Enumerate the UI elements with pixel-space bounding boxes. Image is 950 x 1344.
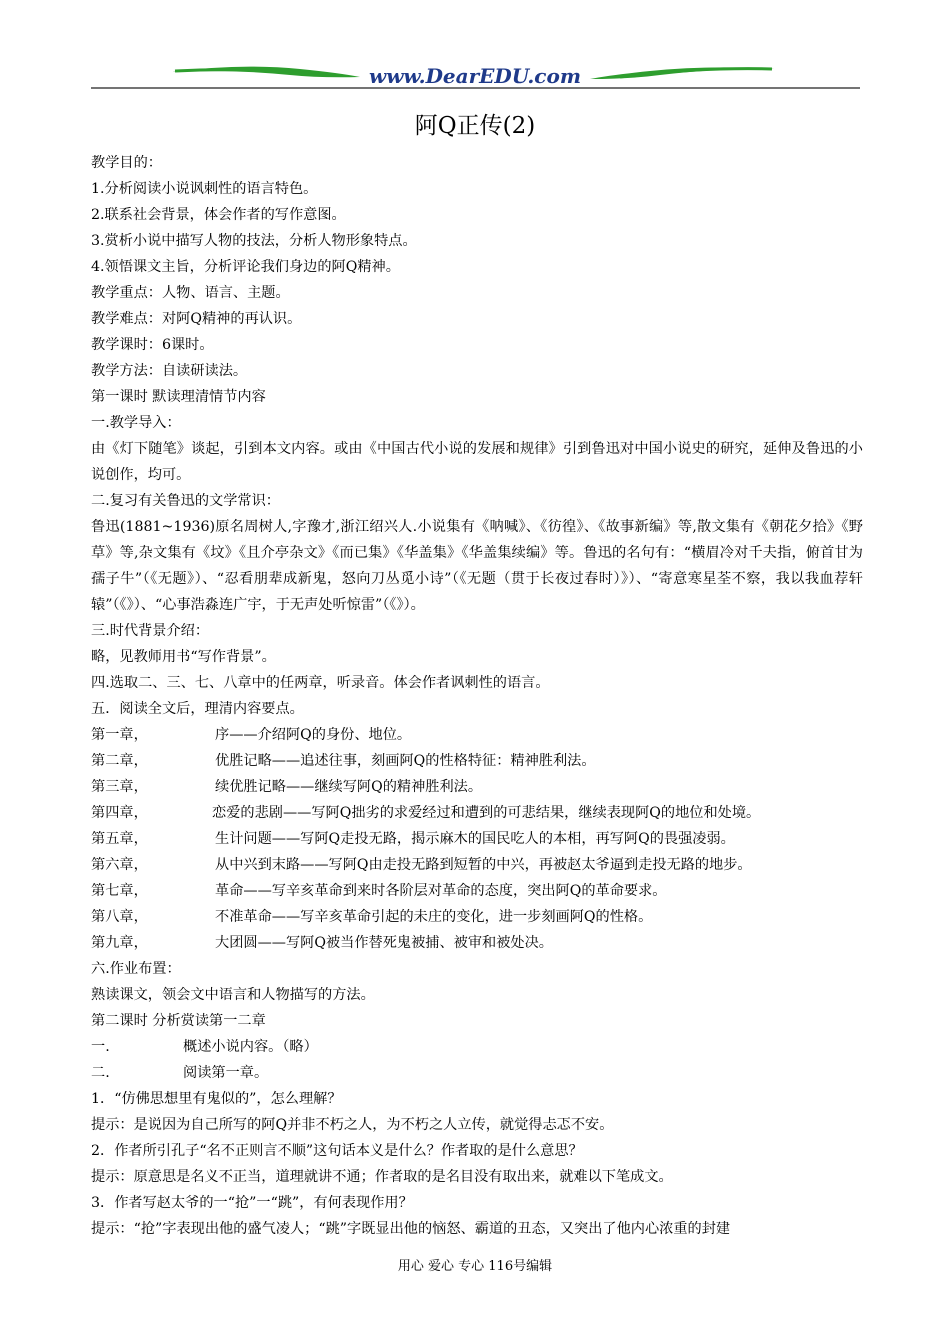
section-row	[91, 1060, 863, 1086]
text-line: 二.复习有关鲁迅的文学常识：	[91, 493, 280, 509]
text-line: 教学方法：自读研读法。	[91, 363, 248, 379]
page-footer: 用心 爱心 专心 116号编辑	[397, 1259, 553, 1274]
chapter-row	[91, 748, 863, 774]
chapter-label: 第七章，	[91, 883, 148, 899]
text-line: 2.联系社会背景，体会作者的写作意图。	[91, 207, 346, 223]
chapter-label: 第一章，	[91, 727, 148, 743]
chapter-summary: 不准革命——写辛亥革命引起的未庄的变化，进一步刻画阿Q的性格。	[215, 909, 653, 925]
text-line: 一.教学导入：	[91, 415, 181, 431]
section-heading: 第一课时 默读理清情节内容	[91, 389, 266, 405]
chapter-label: 第四章，	[91, 805, 148, 821]
text-line: 四.选取二、三、七、八章中的任两章，听录音。体会作者讽刺性的语言。	[91, 675, 550, 691]
text-line: 熟读课文，领会文中语言和人物描写的方法。	[91, 987, 375, 1003]
chapter-label: 第三章，	[91, 779, 148, 795]
chapter-summary: 恋爱的悲剧——写阿Q拙劣的求爱经过和遭到的可悲结果，继续表现阿Q的地位和处境。	[212, 805, 761, 821]
chapter-row	[91, 826, 863, 852]
chapter-summary: 大团圆——写阿Q被当作替死鬼被捕、被审和被处决。	[215, 935, 553, 951]
chapter-summary: 优胜记略——追述往事，刻画阿Q的性格特征：精神胜利法。	[215, 753, 596, 769]
chapter-summary: 从中兴到末路——写阿Q由走投无路到短暂的中兴，再被赵太爷逼到走投无路的地步。	[215, 857, 752, 873]
chapter-row	[91, 930, 863, 956]
question-line: 1．“仿佛思想里有鬼似的”，怎么理解？	[91, 1091, 342, 1107]
luxun-paragraph: 鲁迅(1881~1936)原名周树人,字豫才,浙江绍兴人.小说集有《呐喊》、《彷徨》、《故事新编》等,散文集有《朝花夕拾》《野草》等,杂文集有《坟》《且介亭杂文》《而已集》《华盖集》《华盖集续编》等。鲁迅的名句有：“横眉冷对千夫指，俯首甘为孺子牛”（《无题》）、“忍看朋辈成新鬼，怒向刀丛觅小诗”（《无题（贯于长夜过春时）》）、“寄意寒星荃不察，我以我血荐轩辕”（《》）、“心事浩淼连广宇，于无声处听惊雷”（《》）。	[91, 519, 863, 613]
section-label: 一.	[91, 1039, 110, 1055]
text-line: 4.领悟课文主旨，分析评论我们身边的阿Q精神。	[91, 259, 400, 275]
section-row	[91, 1034, 863, 1060]
text-line: 教学课时：6课时。	[91, 337, 214, 353]
chapter-row	[91, 904, 863, 930]
intro-paragraph: 由《灯下随笔》谈起，引到本文内容。或由《中国古代小说的发展和规律》引到鲁迅对中国小说史的研究，延伸及鲁迅的小说创作，均可。	[91, 441, 863, 483]
chapter-label: 第二章，	[91, 753, 148, 769]
text-line: 略，见教师用书“写作背景”。	[91, 649, 276, 665]
text-line: 五．阅读全文后，理清内容要点。	[91, 701, 304, 717]
hint-line: 提示：是说因为自己所写的阿Q并非不朽之人，为不朽之人立传，就觉得忐忑不安。	[91, 1117, 614, 1133]
text-line: 1.分析阅读小说讽刺性的语言特色。	[91, 181, 318, 197]
chapter-label: 第八章，	[91, 909, 148, 925]
chapter-summary: 生计问题——写阿Q走投无路，揭示麻木的国民吃人的本相，再写阿Q的畏强凌弱。	[215, 831, 735, 847]
page-title: 阿Q正传(2)	[414, 113, 536, 139]
hint-line: 提示：原意思是名义不正当，道理就讲不通；作者取的是名目没有取出来，就难以下笔成文。	[91, 1169, 673, 1185]
question-line: 3．作者写赵太爷的一“抢”一“跳”，有何表现作用？	[91, 1195, 413, 1211]
section-label: 二.	[91, 1065, 110, 1081]
section-text: 阅读第一章。	[183, 1065, 269, 1081]
text-line: 教学重点：人物、语言、主题。	[91, 285, 290, 301]
text-line: 教学难点：对阿Q精神的再认识。	[91, 311, 302, 327]
question-line: 2．作者所引孔子“名不正则言不顺”这句话本义是什么？作者取的是什么意思？	[91, 1143, 583, 1159]
chapter-row	[91, 774, 863, 800]
text-line: 3.赏析小说中描写人物的技法，分析人物形象特点。	[91, 233, 417, 249]
chapter-summary: 续优胜记略——继续写阿Q的精神胜利法。	[215, 779, 483, 795]
chapter-label: 第六章，	[91, 857, 148, 873]
chapter-summary: 序——介绍阿Q的身份、地位。	[215, 727, 412, 743]
text-line: 六.作业布置：	[91, 961, 181, 977]
text-line: 教学目的：	[91, 155, 162, 171]
chapter-row	[91, 800, 863, 826]
document-body	[91, 150, 863, 1242]
section-heading: 第二课时 分析赏读第一二章	[91, 1013, 266, 1029]
chapter-row	[91, 852, 863, 878]
chapter-label: 第五章，	[91, 831, 148, 847]
logo-text: www.DearEDU.com	[368, 64, 582, 88]
hint-line: 提示：“抢”字表现出他的盛气凌人；“跳”字既显出他的恼怒、霸道的丑态，又突出了他内心浓重的封建	[91, 1221, 731, 1237]
dearedu-logo	[0, 55, 950, 95]
chapter-label: 第九章，	[91, 935, 148, 951]
chapter-summary: 革命——写辛亥革命到来时各阶层对革命的态度，突出阿Q的革命要求。	[215, 883, 667, 899]
section-text: 概述小说内容。（略）	[183, 1039, 318, 1055]
chapter-row	[91, 722, 863, 748]
text-line: 三.时代背景介绍：	[91, 623, 210, 639]
chapter-row	[91, 878, 863, 904]
page-header	[0, 55, 950, 95]
